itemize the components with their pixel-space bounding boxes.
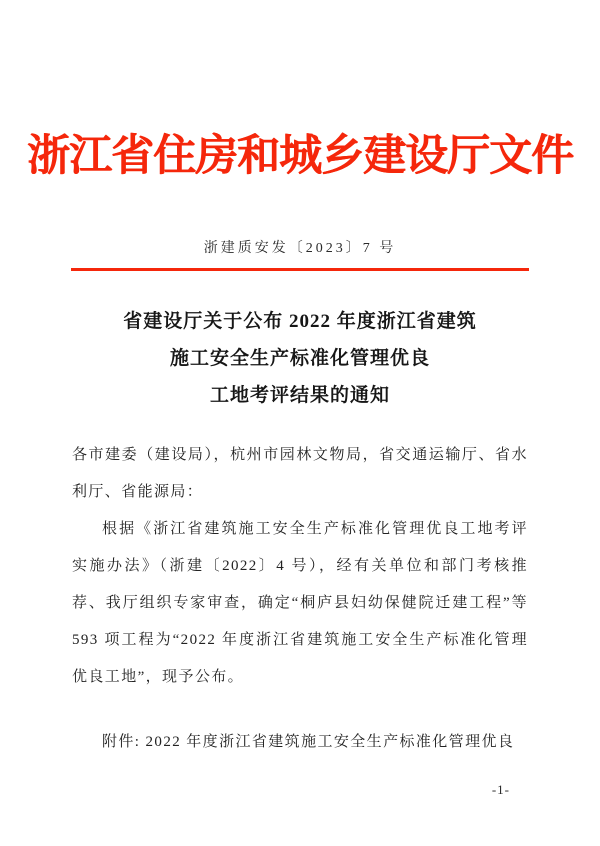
notice-title <box>0 303 600 414</box>
page-number: -1- <box>491 782 510 797</box>
notice-title-line-2: 施工安全生产标准化管理优良 <box>169 348 430 369</box>
recipients-paragraph: 各市建委（建设局），杭州市园林文物局，省交通运输厅、省水利厅、省能源局： <box>72 447 528 500</box>
document-number: 浙建质安发〔2023〕7 号 <box>203 241 397 256</box>
notice-title-line-3: 工地考评结果的通知 <box>209 385 390 406</box>
attachment-line: 附件: 2022 年度浙江省建筑施工安全生产标准化管理优良 <box>102 734 515 750</box>
red-letterhead-title: 浙江省住房和城乡建设厅文件 <box>27 133 573 180</box>
main-paragraph: 根据《浙江省建筑施工安全生产标准化管理优良工地考评实施办法》（浙建〔2022〕4 号），经有关单位和部门考核推荐、我厅组织专家审查，确定“桐庐县妇幼保健院迁建工程”等 593 项工程为“2022 年度浙江省建筑施工安全生产标准化管理优良工地”，现予公布。 <box>72 521 528 685</box>
notice-title-line-1: 省建设厅关于公布 2022 年度浙江省建筑 <box>123 311 477 332</box>
document-body <box>72 437 528 761</box>
red-divider-line <box>71 268 529 271</box>
